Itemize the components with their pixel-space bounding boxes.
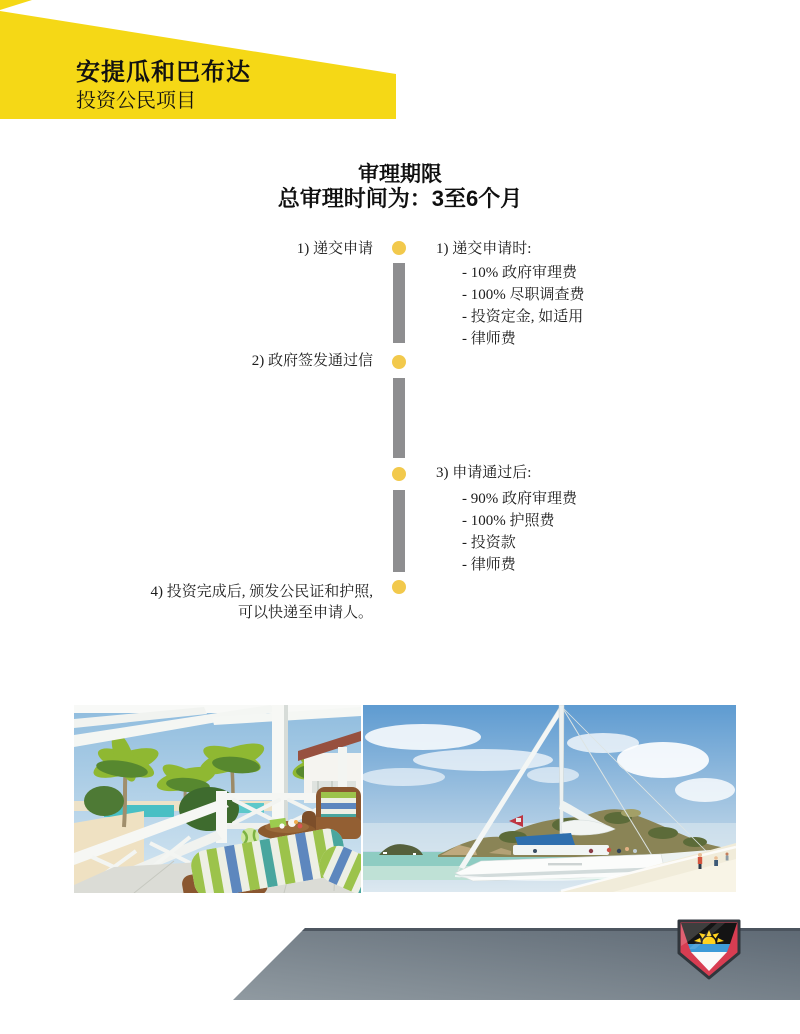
timeline-block-1-title: 1) 递交申请时: [436,241,532,257]
section-heading [0,163,800,211]
fee-item: - 100% 尽职调查费 [462,287,585,303]
fee-item: - 90% 政府审理费 [462,491,577,507]
timeline-dot-1 [392,241,406,255]
catamaran-beach-photo [363,705,736,892]
timeline-dot-3 [392,467,406,481]
fee-item: - 投资款 [462,535,516,551]
timeline-step-4-label-line2: 可以快递至申请人。 [237,605,373,621]
page-title: 安提瓜和巴布达 [76,59,251,86]
antigua-barbuda-flag-icon [677,919,741,983]
fee-item: - 10% 政府审理费 [462,265,577,281]
fee-item: - 100% 护照费 [462,513,555,529]
timeline-block-1-fee-list [462,262,585,350]
timeline-block-2-fee-list [462,488,577,576]
timeline-step-2-label: 2) 政府签发通过信 [251,353,373,369]
timeline-dot-2 [392,355,406,369]
timeline-step-4-label-line1: 4) 投资完成后, 颁发公民证和护照, [150,584,373,600]
timeline-dot-4 [392,580,406,594]
resort-veranda-photo [74,705,361,893]
page-subtitle: 投资公民项目 [76,90,196,112]
heading-total-time: 总审理时间为：3至6个月 [277,186,523,211]
timeline-bar-1 [393,263,405,343]
timeline-step-1-label: 1) 递交申请 [296,241,373,257]
fee-item: - 律师费 [462,331,516,347]
fee-item: - 律师费 [462,557,516,573]
timeline-block-2-title: 3) 申请通过后: [436,465,532,481]
fee-item: - 投资定金, 如适用 [462,309,584,325]
heading-processing-period: 审理期限 [358,163,442,186]
timeline-bar-3 [393,490,405,572]
timeline-bar-2 [393,378,405,458]
